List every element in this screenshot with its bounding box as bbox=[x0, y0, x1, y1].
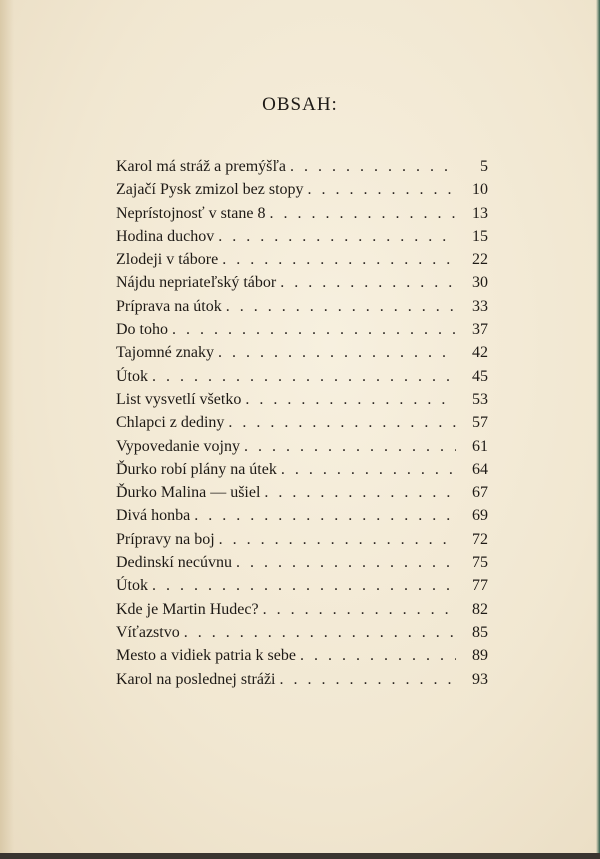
toc-entry-page-number: 42 bbox=[472, 344, 488, 362]
toc-entry bbox=[116, 624, 488, 647]
table-of-contents bbox=[116, 158, 488, 694]
toc-entry-title: Kde je Martin Hudec? bbox=[116, 600, 259, 618]
toc-entry-title: Do toho bbox=[116, 321, 168, 339]
toc-entry bbox=[116, 601, 488, 624]
toc-entry-title: Zlodeji v tábore bbox=[116, 251, 219, 269]
toc-dot-leader bbox=[245, 391, 456, 409]
toc-dot-leader bbox=[308, 181, 456, 199]
toc-entry-title: Chlapci z dediny bbox=[116, 414, 225, 432]
toc-dot-leader bbox=[194, 507, 456, 525]
toc-entry-title: Karol má stráž a premýšľa bbox=[116, 158, 286, 175]
toc-entry bbox=[116, 577, 488, 600]
toc-entry-title: Hodina duchov bbox=[116, 227, 215, 245]
toc-dot-leader bbox=[236, 554, 456, 572]
toc-entry-page-number: 69 bbox=[472, 507, 488, 525]
toc-dot-leader bbox=[222, 251, 456, 269]
toc-entry bbox=[116, 507, 488, 530]
toc-dot-leader bbox=[280, 274, 456, 292]
toc-entry-page-number: 75 bbox=[472, 554, 488, 572]
toc-dot-leader bbox=[184, 624, 456, 642]
toc-dot-leader bbox=[218, 228, 456, 246]
toc-entry bbox=[116, 228, 488, 251]
toc-entry bbox=[116, 251, 488, 274]
toc-entry-page-number: 15 bbox=[472, 227, 488, 245]
toc-dot-leader bbox=[219, 531, 456, 549]
toc-entry bbox=[116, 344, 488, 367]
toc-dot-leader bbox=[228, 414, 456, 432]
page-right-edge bbox=[596, 0, 600, 859]
toc-entry bbox=[116, 531, 488, 554]
toc-entry bbox=[116, 484, 488, 507]
toc-entry-title: Zajačí Pysk zmizol bez stopy bbox=[116, 181, 304, 199]
toc-dot-leader bbox=[152, 577, 456, 595]
toc-dot-leader bbox=[226, 298, 456, 316]
toc-entry-title: List vysvetlí všetko bbox=[116, 390, 242, 408]
toc-entry-title: Divá honba bbox=[116, 507, 191, 525]
toc-entry bbox=[116, 647, 488, 670]
toc-entry-title: Prípravy na boj bbox=[116, 530, 215, 548]
toc-dot-leader bbox=[269, 205, 456, 223]
toc-entry bbox=[116, 438, 488, 461]
toc-entry-title: Dedinskí necúvnu bbox=[116, 554, 232, 572]
toc-entry-title: Tajomné znaky bbox=[116, 344, 214, 362]
toc-entry-title: Ďurko Malina — ušiel bbox=[116, 484, 261, 502]
toc-entry bbox=[116, 158, 488, 181]
toc-entry-page-number: 30 bbox=[472, 274, 488, 292]
toc-entry bbox=[116, 671, 488, 694]
toc-entry-title: Vypovedanie vojny bbox=[116, 437, 240, 455]
toc-dot-leader bbox=[263, 601, 456, 619]
toc-dot-leader bbox=[218, 344, 456, 362]
toc-dot-leader bbox=[290, 158, 456, 176]
toc-entry bbox=[116, 461, 488, 484]
toc-entry-page-number: 57 bbox=[472, 414, 488, 432]
toc-dot-leader bbox=[264, 484, 456, 502]
toc-entry bbox=[116, 181, 488, 204]
toc-entry bbox=[116, 298, 488, 321]
toc-entry-page-number: 10 bbox=[472, 181, 488, 199]
toc-entry-title: Neprístojnosť v stane 8 bbox=[116, 204, 266, 222]
page-bottom-edge bbox=[0, 853, 600, 859]
toc-entry-title: Príprava na útok bbox=[116, 297, 222, 315]
toc-entry-title: Víťazstvo bbox=[116, 623, 180, 641]
toc-dot-leader bbox=[152, 368, 456, 386]
toc-entry-page-number: 22 bbox=[472, 251, 488, 269]
toc-entry-title: Karol na poslednej stráži bbox=[116, 670, 276, 688]
toc-dot-leader bbox=[300, 647, 456, 665]
toc-entry-page-number: 93 bbox=[472, 670, 488, 688]
toc-dot-leader bbox=[280, 671, 457, 689]
toc-entry-page-number: 13 bbox=[472, 204, 488, 222]
toc-entry-title: Mesto a vidiek patria k sebe bbox=[116, 647, 296, 665]
toc-entry-page-number: 67 bbox=[472, 484, 488, 502]
toc-dot-leader bbox=[281, 461, 456, 479]
toc-entry-page-number: 37 bbox=[472, 321, 488, 339]
toc-dot-leader bbox=[244, 438, 456, 456]
contents-heading: OBSAH: bbox=[262, 94, 338, 115]
toc-entry-page-number: 64 bbox=[472, 460, 488, 478]
toc-entry-page-number: 33 bbox=[472, 297, 488, 315]
toc-entry-page-number: 72 bbox=[472, 530, 488, 548]
toc-entry-page-number: 77 bbox=[472, 577, 488, 595]
toc-entry-title: Nájdu nepriateľský tábor bbox=[116, 274, 277, 292]
toc-entry-page-number: 45 bbox=[472, 367, 488, 385]
toc-entry-title: Útok bbox=[116, 577, 148, 595]
toc-entry bbox=[116, 368, 488, 391]
page-left-edge bbox=[0, 0, 14, 859]
toc-dot-leader bbox=[172, 321, 456, 339]
toc-entry bbox=[116, 414, 488, 437]
toc-entry-title: Ďurko robí plány na útek bbox=[116, 460, 277, 478]
toc-entry-page-number: 61 bbox=[472, 437, 488, 455]
toc-entry-page-number: 53 bbox=[472, 390, 488, 408]
toc-entry-page-number: 85 bbox=[472, 623, 488, 641]
toc-entry bbox=[116, 391, 488, 414]
toc-entry bbox=[116, 205, 488, 228]
toc-entry bbox=[116, 274, 488, 297]
toc-entry bbox=[116, 554, 488, 577]
toc-entry-page-number: 5 bbox=[480, 158, 488, 175]
toc-entry-title: Útok bbox=[116, 367, 148, 385]
toc-entry-page-number: 89 bbox=[472, 647, 488, 665]
toc-entry bbox=[116, 321, 488, 344]
toc-entry-page-number: 82 bbox=[472, 600, 488, 618]
